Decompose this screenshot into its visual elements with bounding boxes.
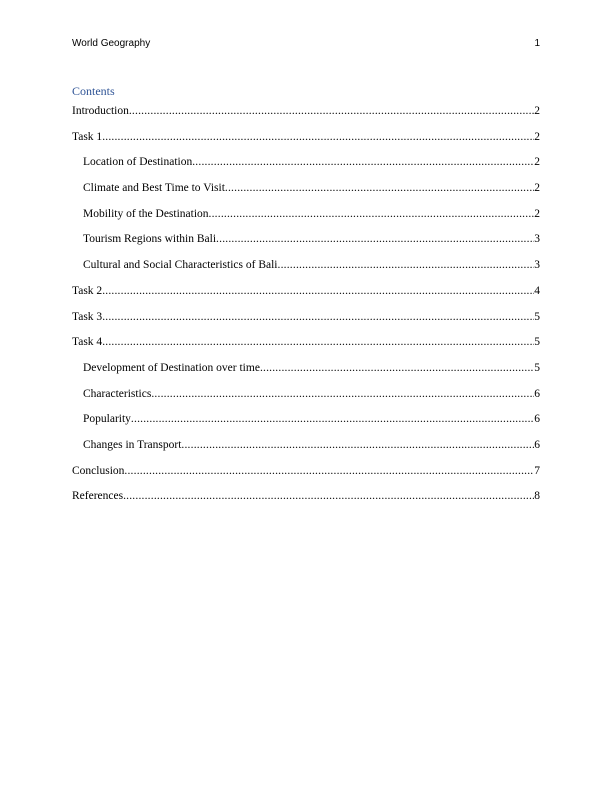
- toc-entry-page: 7: [534, 464, 540, 477]
- toc-entry-page: 4: [534, 284, 540, 297]
- toc-dot-leader: [131, 411, 534, 427]
- toc-entry-task-4[interactable]: [72, 334, 540, 360]
- toc-entry-label: Mobility of the Destination: [83, 207, 209, 220]
- toc-entry-label: Task 4: [72, 336, 103, 349]
- toc-entry-label: Tourism Regions within Bali: [83, 233, 217, 246]
- toc-entry-climate[interactable]: [72, 180, 540, 206]
- toc-entry-label: Introduction: [72, 105, 129, 117]
- toc-entry-popularity[interactable]: [72, 411, 540, 437]
- toc-dot-leader: [129, 103, 534, 119]
- toc-entry-label: Task 2: [72, 284, 103, 297]
- toc-entry-label: Task 1: [72, 130, 103, 143]
- toc-dot-leader: [278, 257, 535, 273]
- toc-dot-leader: [123, 488, 534, 504]
- toc-entry-page: 5: [534, 336, 540, 349]
- toc-dot-leader: [124, 463, 534, 479]
- toc-entry-conclusion[interactable]: [72, 463, 540, 489]
- toc-entry-characteristics[interactable]: [72, 386, 540, 412]
- toc-entry-page: 3: [534, 233, 540, 246]
- page-header: [72, 37, 540, 51]
- toc-entry-label: References: [72, 490, 124, 503]
- toc-entry-page: 5: [534, 310, 540, 323]
- toc-entry-label: Popularity: [83, 413, 131, 426]
- toc-dot-leader: [102, 283, 534, 299]
- toc-entry-location-of-destination[interactable]: [72, 154, 540, 180]
- toc-entry-task-2[interactable]: [72, 283, 540, 309]
- toc-entry-development[interactable]: [72, 360, 540, 386]
- toc-entry-label: Cultural and Social Characteristics of Bali: [83, 259, 278, 272]
- toc-entry-label: Changes in Transport: [83, 438, 182, 451]
- toc-entry-label: Conclusion: [72, 464, 125, 477]
- toc-entry-task-3[interactable]: [72, 309, 540, 335]
- toc-dot-leader: [216, 231, 534, 247]
- toc-entry-label: Location of Destination: [83, 156, 193, 169]
- toc-entry-page: 2: [534, 182, 540, 195]
- toc-entry-introduction[interactable]: [72, 103, 540, 129]
- toc-entry-page: 2: [534, 105, 540, 117]
- toc-dot-leader: [102, 309, 534, 325]
- toc-dot-leader: [181, 437, 534, 453]
- toc-entry-label: Characteristics: [83, 387, 152, 400]
- toc-dot-leader: [192, 154, 534, 170]
- toc-entry-label: Development of Destination over time: [83, 361, 260, 374]
- toc-entry-page: 6: [534, 387, 540, 400]
- toc-dot-leader: [225, 180, 534, 196]
- header-page-number: 1: [534, 38, 540, 49]
- toc-heading: Contents: [72, 84, 115, 98]
- toc-dot-leader: [260, 360, 534, 376]
- toc-entry-changes-in-transport[interactable]: [72, 437, 540, 463]
- toc-entry-tourism-regions[interactable]: [72, 231, 540, 257]
- toc-entry-page: 3: [534, 259, 540, 272]
- toc-entry-page: 2: [534, 156, 540, 169]
- table-of-contents: [72, 103, 540, 514]
- toc-entry-label: Climate and Best Time to Visit: [83, 182, 225, 195]
- toc-entry-page: 2: [534, 207, 540, 220]
- toc-entry-task-1[interactable]: [72, 129, 540, 155]
- toc-dot-leader: [102, 129, 534, 145]
- toc-entry-page: 5: [534, 361, 540, 374]
- toc-dot-leader: [151, 386, 534, 402]
- toc-entry-mobility[interactable]: [72, 206, 540, 232]
- toc-dot-leader: [209, 206, 535, 222]
- toc-entry-page: 8: [534, 490, 540, 503]
- toc-entry-page: 6: [534, 438, 540, 451]
- toc-entry-cultural-social[interactable]: [72, 257, 540, 283]
- toc-dot-leader: [102, 334, 534, 350]
- toc-entry-page: 6: [534, 413, 540, 426]
- toc-entry-page: 2: [534, 130, 540, 143]
- header-title: World Geography: [72, 38, 151, 49]
- toc-entry-references[interactable]: [72, 488, 540, 514]
- toc-entry-label: Task 3: [72, 310, 103, 323]
